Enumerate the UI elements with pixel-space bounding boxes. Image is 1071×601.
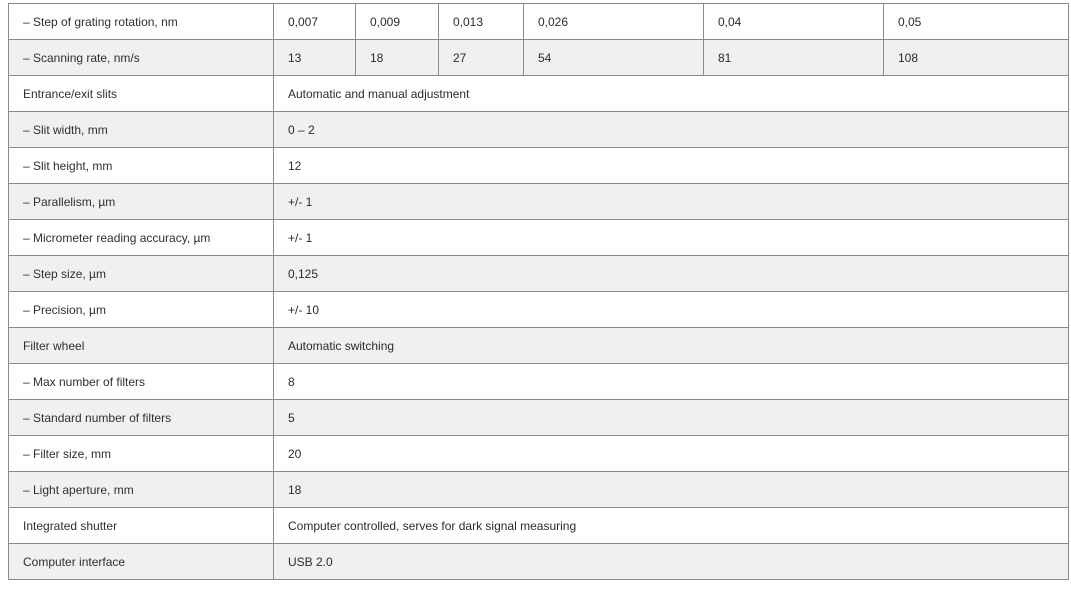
table-row [9,508,1069,544]
row-value: Computer controlled, serves for dark signal measuring [274,508,1069,544]
row-value: 0 – 2 [274,112,1069,148]
row-label: Filter wheel [9,328,274,364]
specifications-table [8,3,1069,580]
table-cell: 0,007 [274,4,356,40]
row-label: – Filter size, mm [9,436,274,472]
row-label: – Precision, µm [9,292,274,328]
row-value: 5 [274,400,1069,436]
table-cell: 0,04 [704,4,884,40]
row-label: – Step of grating rotation, nm [9,4,274,40]
table-row [9,436,1069,472]
table-cell: 13 [274,40,356,76]
row-label: – Light aperture, mm [9,472,274,508]
table-cell: 0,013 [439,4,524,40]
row-value: USB 2.0 [274,544,1069,580]
table-row [9,256,1069,292]
row-value: Automatic and manual adjustment [274,76,1069,112]
row-label: Integrated shutter [9,508,274,544]
table-row [9,220,1069,256]
table-row [9,544,1069,580]
table-row [9,76,1069,112]
table-cell: 0,009 [356,4,439,40]
row-label: – Standard number of filters [9,400,274,436]
table-row [9,40,1069,76]
row-value: +/- 10 [274,292,1069,328]
table-row [9,184,1069,220]
table-row [9,292,1069,328]
table-row [9,112,1069,148]
row-value: 20 [274,436,1069,472]
row-label: – Scanning rate, nm/s [9,40,274,76]
row-label: Entrance/exit slits [9,76,274,112]
table-row [9,328,1069,364]
row-label: – Micrometer reading accuracy, µm [9,220,274,256]
row-value: +/- 1 [274,220,1069,256]
row-label: – Max number of filters [9,364,274,400]
row-value: 0,125 [274,256,1069,292]
row-label: – Step size, µm [9,256,274,292]
row-value: Automatic switching [274,328,1069,364]
table-row [9,400,1069,436]
table-cell: 108 [884,40,1069,76]
row-label: Computer interface [9,544,274,580]
row-label: – Slit height, mm [9,148,274,184]
row-label: – Slit width, mm [9,112,274,148]
table-cell: 0,026 [524,4,704,40]
table-cell: 18 [356,40,439,76]
row-value: 12 [274,148,1069,184]
table-row [9,148,1069,184]
row-value: 8 [274,364,1069,400]
row-value: +/- 1 [274,184,1069,220]
row-value: 18 [274,472,1069,508]
table-cell: 81 [704,40,884,76]
table-row [9,364,1069,400]
table-cell: 27 [439,40,524,76]
table-cell: 54 [524,40,704,76]
row-label: – Parallelism, µm [9,184,274,220]
table-row [9,4,1069,40]
table-row [9,472,1069,508]
table-cell: 0,05 [884,4,1069,40]
